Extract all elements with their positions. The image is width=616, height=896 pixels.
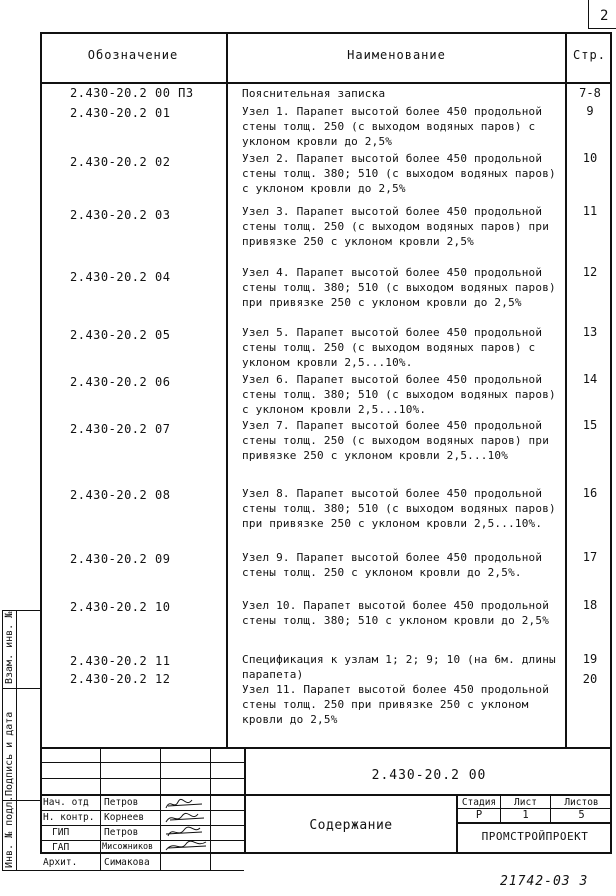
row-name: Узел 11. Парапет высотой более 450 продольной стены толщ. 250 при привязке 250 с уклоном кровли до 2,5% bbox=[242, 683, 550, 726]
row-code: 2.430-20.2 08 bbox=[70, 488, 171, 502]
row-name: Спецификация к узлам 1; 2; 9; 10 (на 6м. длины парапета) bbox=[242, 653, 556, 681]
organization-name: ПРОМСТРОЙПРОЕКТ bbox=[481, 830, 589, 843]
side-stamp-replaces-inv: Взам. инв. № bbox=[4, 611, 15, 684]
row-page: 7-8 bbox=[579, 86, 601, 100]
signature-role: Нач. отд bbox=[43, 797, 89, 808]
signature-name: Петров bbox=[104, 797, 139, 808]
row-code: 2.430-20.2 06 bbox=[70, 375, 171, 389]
sheet-label: Лист bbox=[514, 797, 537, 808]
stage-value: Р bbox=[475, 809, 483, 821]
row-name: Узел 3. Парапет высотой более 450 продольной стены толщ. 250 (с выходом водяных паров) при привязке 250 с уклоном кровли 2,5% bbox=[242, 205, 550, 248]
header-designation: Обозначение bbox=[87, 48, 179, 62]
row-page: 10 bbox=[582, 151, 598, 165]
row-page: 12 bbox=[582, 265, 598, 279]
sheet-value: 1 bbox=[522, 809, 529, 821]
row-page: 15 bbox=[582, 418, 598, 432]
signature-role: Н. контр. bbox=[43, 812, 95, 823]
signature-role: Архит. bbox=[43, 857, 78, 868]
row-code: 2.430-20.2 05 bbox=[70, 328, 171, 342]
sheet-title: Содержание bbox=[309, 818, 393, 833]
row-page: 9 bbox=[586, 104, 594, 118]
row-code: 2.430-20.2 09 bbox=[70, 552, 171, 566]
row-code: 2.430-20.2 00 ПЗ bbox=[70, 86, 194, 100]
row-code: 2.430-20.2 11 bbox=[70, 654, 171, 668]
row-name: Пояснительная записка bbox=[242, 87, 386, 100]
row-page: 16 bbox=[582, 486, 598, 500]
row-page: 11 bbox=[582, 204, 598, 218]
row-code: 2.430-20.2 12 bbox=[70, 672, 171, 686]
row-code: 2.430-20.2 01 bbox=[70, 106, 171, 120]
document-code: 2.430-20.2 00 bbox=[371, 768, 487, 783]
row-page: 19 bbox=[582, 652, 598, 666]
row-code: 2.430-20.2 10 bbox=[70, 600, 171, 614]
row-page: 18 bbox=[582, 598, 598, 612]
footer-number: 21742-03 3 bbox=[500, 874, 589, 889]
stage-label: Стадия bbox=[461, 797, 497, 808]
row-page: 13 bbox=[582, 325, 598, 339]
row-name: Узел 1. Парапет высотой более 450 продольной стены толщ. 250 (с выходом водяных паров) с уклоном кровли до 2,5% bbox=[242, 105, 543, 148]
row-page: 14 bbox=[582, 372, 598, 386]
row-name: Узел 9. Парапет высотой более 450 продольной стены толщ. 250 с уклоном кровли до 2,5%. bbox=[242, 551, 543, 579]
row-name: Узел 4. Парапет высотой более 450 продольной стены толщ. 380; 510 (с выходом водяных паров) при привязке 250 с уклоном кровли до 2,5% bbox=[242, 266, 556, 309]
header-name: Наименование bbox=[347, 48, 446, 62]
row-name: Узел 8. Парапет высотой более 450 продольной стены толщ. 380; 510 (с выходом водяных паров) при привязке 250 с уклоном кровли 2,5...10%. bbox=[242, 487, 556, 530]
signature-name: Корнеев bbox=[104, 812, 145, 823]
row-name: Узел 10. Парапет высотой более 450 продольной стены толщ. 380; 510 с уклоном кровли до 2,5% bbox=[242, 599, 550, 627]
row-code: 2.430-20.2 02 bbox=[70, 155, 171, 169]
row-name: Узел 6. Парапет высотой более 450 продольной стены толщ. 380; 510 (с выходом водяных паров) с уклоном кровли 2,5...10%. bbox=[242, 373, 556, 416]
row-page: 20 bbox=[582, 672, 598, 686]
row-name: Узел 5. Парапет высотой более 450 продольной стены толщ. 250 (с выходом водяных паров) с уклоном кровли 2,5...10%. bbox=[242, 326, 543, 369]
signature-name: Мисожников bbox=[102, 842, 154, 852]
handwritten-signatures bbox=[162, 796, 210, 854]
sheet-corner-number: 2 bbox=[600, 8, 609, 24]
header-page: Стр. bbox=[573, 48, 606, 62]
row-code: 2.430-20.2 07 bbox=[70, 422, 171, 436]
signature-name: Симакова bbox=[104, 857, 150, 868]
sheets-label: Листов bbox=[564, 797, 599, 808]
row-code: 2.430-20.2 03 bbox=[70, 208, 171, 222]
signature-role: ГИП bbox=[52, 827, 70, 838]
row-name: Узел 2. Парапет высотой более 450 продольной стены толщ. 380; 510 (с выходом водяных паров) с уклоном кровли до 2,5% bbox=[242, 152, 556, 195]
signature-name: Петров bbox=[104, 827, 139, 838]
signature-role: ГАП bbox=[52, 842, 70, 853]
row-code: 2.430-20.2 04 bbox=[70, 270, 171, 284]
row-page: 17 bbox=[582, 550, 598, 564]
sheets-value: 5 bbox=[578, 809, 585, 821]
side-stamp-inv-original: Инв. № подл. bbox=[4, 795, 15, 868]
side-stamp-signature-date: Подпись и дата bbox=[4, 711, 15, 796]
row-name: Узел 7. Парапет высотой более 450 продольной стены толщ. 250 (с выходом водяных паров) при привязке 250 с уклоном кровли 2,5...10% bbox=[242, 419, 550, 462]
